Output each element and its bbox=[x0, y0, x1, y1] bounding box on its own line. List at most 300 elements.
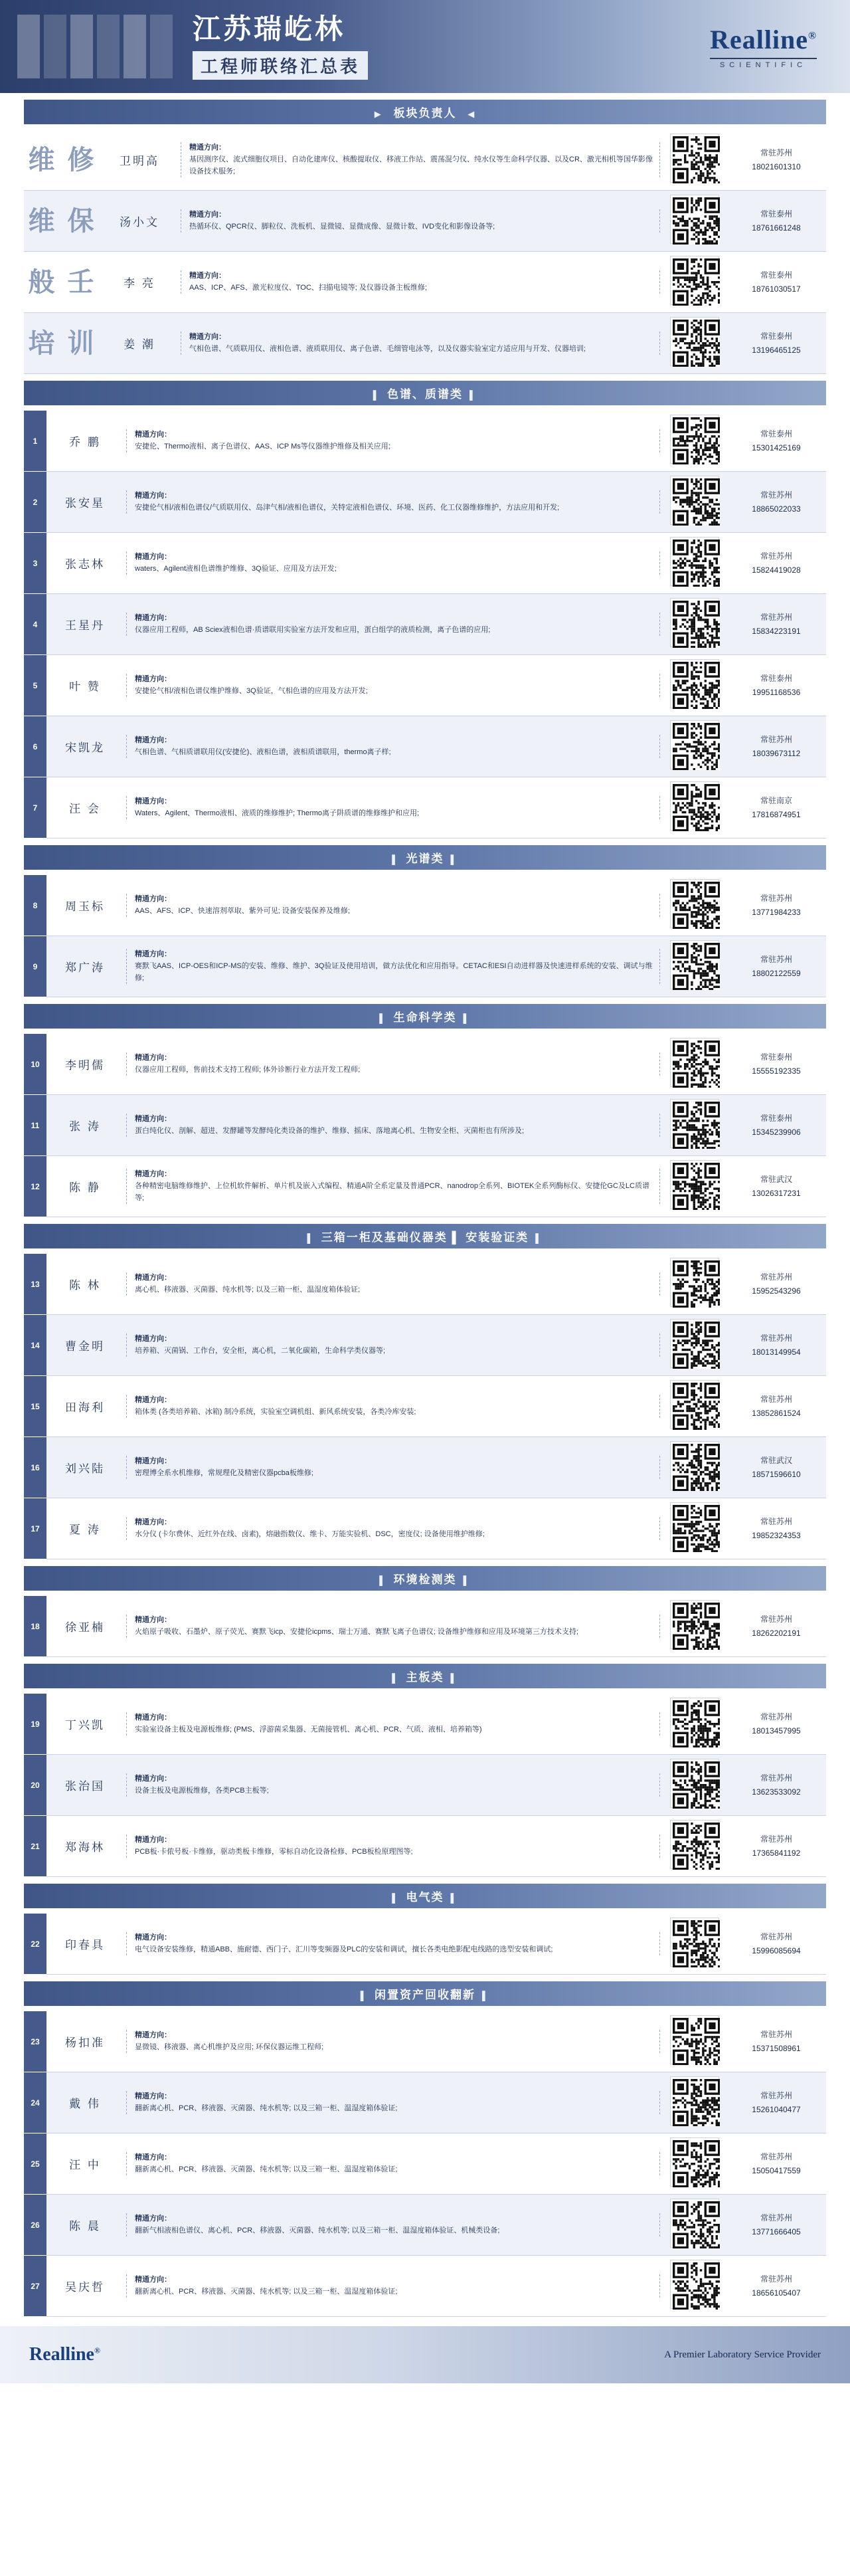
skills-cell bbox=[124, 1694, 663, 1755]
qr-code-icon[interactable] bbox=[670, 1600, 719, 1649]
skills-cell bbox=[178, 313, 663, 374]
qr-code-icon[interactable] bbox=[670, 720, 719, 769]
qr-code-cell[interactable] bbox=[663, 2072, 726, 2133]
skills-label: 精通方向： bbox=[135, 1114, 171, 1123]
location-contact-cell bbox=[726, 777, 826, 839]
phone-number: 18802122559 bbox=[752, 968, 801, 978]
skills-cell bbox=[124, 1596, 663, 1657]
qr-code-icon[interactable] bbox=[670, 1441, 719, 1490]
skills-text: 翻新气相液相色谱仪、离心机、PCR、移液器、灭菌器、纯水机等; 以及三箱一柜、温湿度箱体验证、机械类设备; bbox=[135, 2227, 500, 2234]
table-row bbox=[24, 2133, 826, 2195]
qr-code-cell[interactable] bbox=[663, 472, 726, 533]
qr-code-cell[interactable] bbox=[663, 1254, 726, 1315]
location-text: 常驻泰州 bbox=[760, 332, 792, 342]
left-arrow-icon: ▌ bbox=[379, 1013, 387, 1023]
skills-cell bbox=[124, 655, 663, 716]
table-row bbox=[24, 1315, 826, 1376]
phone-number: 15371508961 bbox=[752, 2043, 801, 2053]
table-row bbox=[24, 1755, 826, 1816]
location-contact-cell bbox=[726, 1095, 826, 1156]
location-contact-cell bbox=[726, 252, 826, 313]
category-word: 维 修 bbox=[28, 145, 97, 175]
engineer-name: 宋凯龙 bbox=[46, 716, 124, 777]
skills-text: 安捷伦气相/液相色谱仪/气质联用仪、岛津气相/液相色谱仪，关特定液相色谱仪、环境、医药、化工仪器维修维护，方法应用和开发; bbox=[135, 504, 560, 512]
table-row bbox=[24, 1376, 826, 1437]
qr-code-icon[interactable] bbox=[670, 1502, 719, 1551]
table-row bbox=[24, 191, 826, 252]
page-header bbox=[0, 0, 850, 93]
location-contact-cell bbox=[726, 1596, 826, 1657]
skills-text: 离心机、移液器、灭菌器、纯水机等; 以及三箱一柜、温湿度箱体验证; bbox=[135, 1286, 361, 1294]
skills-text: 蛋白纯化仪、剖解、超进、发酵罐等发酵纯化类设备的维护、维修、摇床、落地离心机、生物安全柜、灭菌柜也有所涉及; bbox=[135, 1127, 525, 1135]
qr-code-cell[interactable] bbox=[663, 2011, 726, 2072]
engineer-name: 张治国 bbox=[46, 1755, 124, 1816]
category-word: 般 壬 bbox=[28, 267, 97, 297]
skills-cell bbox=[124, 1254, 663, 1315]
right-arrow-icon: ▌ bbox=[535, 1233, 543, 1243]
section-header bbox=[24, 1224, 826, 1248]
row-index: 21 bbox=[24, 1816, 46, 1877]
engineer-name: 夏 涛 bbox=[46, 1498, 124, 1559]
location-text: 常驻苏州 bbox=[760, 1834, 792, 1844]
phone-number: 18021601310 bbox=[752, 161, 801, 171]
skills-label: 精通方向： bbox=[135, 736, 171, 744]
qr-code-icon[interactable] bbox=[670, 2199, 719, 2248]
engineer-name: 杨扣准 bbox=[46, 2011, 124, 2072]
qr-code-cell[interactable] bbox=[663, 655, 726, 716]
skills-cell bbox=[124, 533, 663, 594]
location-text: 常驻苏州 bbox=[760, 1272, 792, 1282]
qr-code-cell[interactable] bbox=[663, 1437, 726, 1498]
phone-number: 15834223191 bbox=[752, 626, 801, 636]
table-row bbox=[24, 472, 826, 533]
location-contact-cell bbox=[726, 130, 826, 191]
engineers-table bbox=[24, 1596, 826, 1657]
phone-number: 18262202191 bbox=[752, 1628, 801, 1638]
qr-code-cell[interactable] bbox=[663, 1315, 726, 1376]
qr-code-icon[interactable] bbox=[670, 2260, 719, 2309]
skills-text: 培养箱、灭菌锅、工作台，安全柜，离心机，二氧化碳箱，生命科学类仪器等; bbox=[135, 1347, 386, 1355]
right-arrow-icon: ▌ bbox=[463, 1013, 471, 1023]
qr-code-cell[interactable] bbox=[663, 1156, 726, 1217]
table-row bbox=[24, 1596, 826, 1657]
phone-number: 15301425169 bbox=[752, 443, 801, 452]
skills-label: 精通方向： bbox=[189, 144, 226, 152]
table-row bbox=[24, 594, 826, 655]
location-contact-cell bbox=[726, 2195, 826, 2256]
phone-number: 13196465125 bbox=[752, 345, 801, 355]
location-contact-cell bbox=[726, 472, 826, 533]
location-text: 常驻苏州 bbox=[760, 1334, 792, 1343]
qr-code-icon[interactable] bbox=[670, 2076, 719, 2126]
row-index: 10 bbox=[24, 1034, 46, 1095]
engineer-name: 汪 会 bbox=[46, 777, 124, 839]
skills-text: 电气设备安装维修，精通ABB、施耐德、西门子、汇川等变频器及PLC的安装和调试，擅长各类电绝影配电线路的选型安装和调试; bbox=[135, 1945, 553, 1953]
location-contact-cell bbox=[726, 1914, 826, 1975]
qr-code-icon[interactable] bbox=[670, 1380, 719, 1429]
skills-label: 精通方向： bbox=[135, 1170, 171, 1179]
engineer-name: 张安星 bbox=[46, 472, 124, 533]
location-text: 常驻泰州 bbox=[760, 429, 792, 439]
qr-code-icon[interactable] bbox=[670, 781, 719, 831]
engineer-name: 李 亮 bbox=[101, 252, 178, 313]
skills-cell bbox=[124, 594, 663, 655]
skills-text: 各种精密电脑维修维护、上位机软件解析、单片机及嵌入式编程、精通A阶全系定量及普通PCR、nanodrop全系列、BIOTEK全系列酶标仪、安捷伦GC及LC质谱等; bbox=[135, 1182, 649, 1202]
skills-label: 精通方向： bbox=[135, 613, 171, 622]
skills-text: 热循环仪、QPCR仪、脚粒仪、洗板机、显微镜、显微成像、显微计数、IVD变化和影像设备等; bbox=[189, 223, 495, 231]
skills-label: 精通方向： bbox=[135, 1615, 171, 1624]
skills-label: 精通方向： bbox=[135, 491, 171, 500]
qr-code-icon[interactable] bbox=[670, 1759, 719, 1808]
logo-subtitle: SCIENTIFIC bbox=[719, 61, 808, 69]
left-arrow-icon: ▌ bbox=[307, 1233, 315, 1243]
location-contact-cell bbox=[726, 1254, 826, 1315]
qr-code-icon[interactable] bbox=[670, 1038, 719, 1087]
right-arrow-icon: ▌ bbox=[482, 1991, 490, 2001]
row-index: 13 bbox=[24, 1254, 46, 1315]
table-row bbox=[24, 1034, 826, 1095]
location-text: 常驻苏州 bbox=[760, 1773, 792, 1783]
table-row bbox=[24, 411, 826, 472]
qr-code-icon[interactable] bbox=[670, 256, 719, 305]
skills-label: 精通方向： bbox=[135, 2031, 171, 2039]
skills-label: 精通方向： bbox=[135, 674, 171, 683]
skills-text: 安捷伦、Thermo液相、离子色谱仪、AAS、ICP Ms等仪器维护维修及相关应用; bbox=[135, 443, 390, 450]
row-index: 17 bbox=[24, 1498, 46, 1559]
skills-cell bbox=[124, 2133, 663, 2195]
engineer-name: 汤小文 bbox=[101, 191, 178, 252]
phone-number: 15824419028 bbox=[752, 565, 801, 575]
page-footer bbox=[0, 2326, 850, 2383]
location-contact-cell bbox=[726, 1034, 826, 1095]
logo-brand-text: Realline bbox=[710, 25, 809, 54]
skills-cell bbox=[124, 2195, 663, 2256]
header-decoration bbox=[0, 15, 173, 78]
left-arrow-icon: ▌ bbox=[392, 854, 400, 864]
location-contact-cell bbox=[726, 2133, 826, 2195]
skills-text: waters、Agilent液相色谱维护维修、3Q验证、应用及方法开发; bbox=[135, 565, 337, 573]
footer-brand-text: Realline bbox=[29, 2344, 94, 2365]
qr-code-icon[interactable] bbox=[670, 537, 719, 586]
location-contact-cell bbox=[726, 2256, 826, 2317]
qr-code-cell[interactable] bbox=[663, 130, 726, 191]
qr-code-cell[interactable] bbox=[663, 1914, 726, 1975]
engineer-name: 陈 林 bbox=[46, 1254, 124, 1315]
qr-code-icon[interactable] bbox=[670, 1160, 719, 1209]
row-index: 16 bbox=[24, 1437, 46, 1498]
skills-label: 精通方向： bbox=[189, 271, 226, 280]
skills-cell bbox=[124, 2072, 663, 2133]
location-text: 常驻苏州 bbox=[760, 613, 792, 623]
engineers-table bbox=[24, 1254, 826, 1559]
skills-label: 精通方向： bbox=[135, 1395, 171, 1404]
engineer-name: 吴庆哲 bbox=[46, 2256, 124, 2317]
table-row bbox=[24, 2011, 826, 2072]
location-contact-cell bbox=[726, 716, 826, 777]
location-text: 常驻苏州 bbox=[760, 1395, 792, 1405]
qr-code-icon[interactable] bbox=[670, 1698, 719, 1747]
skills-text: 仪器应用工程师，AB Sciex液相色谱·质谱联用实验室方法开发和应用，蛋白组学的液质检测，离子色谱的应用; bbox=[135, 626, 491, 634]
skills-cell bbox=[124, 2256, 663, 2317]
category-word-cell bbox=[24, 252, 101, 313]
qr-code-cell[interactable] bbox=[663, 1376, 726, 1437]
row-index: 22 bbox=[24, 1914, 46, 1975]
footer-logo bbox=[29, 2344, 100, 2365]
title-line-1: 江苏瑞屹林 bbox=[193, 13, 346, 45]
left-arrow-icon: ▌ bbox=[392, 1673, 400, 1683]
qr-code-icon[interactable] bbox=[670, 1258, 719, 1307]
table-row bbox=[24, 875, 826, 936]
section-header bbox=[24, 1004, 826, 1029]
qr-code-icon[interactable] bbox=[670, 659, 719, 708]
engineer-name: 郑广涛 bbox=[46, 936, 124, 997]
skills-text: 箱体类 (各类培养箱、冰箱) 制冷系统，实验室空调机组、新风系统安装，各类冷库安装; bbox=[135, 1408, 416, 1416]
location-text: 常驻南京 bbox=[760, 796, 792, 806]
location-text: 常驻苏州 bbox=[760, 490, 792, 500]
skills-text: 基因测序仪、流式细胞仪项目、自动化建库仪、核酸提取仪、移液工作站、震荡混匀仪、纯水仪等生命科学仪器、以及CR、激光相机等国华影像设备技术服务; bbox=[189, 155, 653, 175]
qr-code-cell[interactable] bbox=[663, 1498, 726, 1559]
row-index: 18 bbox=[24, 1596, 46, 1657]
phone-number: 17365841192 bbox=[752, 1848, 801, 1858]
location-contact-cell bbox=[726, 1315, 826, 1376]
engineer-name: 王星丹 bbox=[46, 594, 124, 655]
qr-code-cell[interactable] bbox=[663, 1816, 726, 1877]
row-index: 11 bbox=[24, 1095, 46, 1156]
qr-code-cell[interactable] bbox=[663, 411, 726, 472]
location-text: 常驻苏州 bbox=[760, 1615, 792, 1625]
section-header bbox=[24, 381, 826, 405]
company-logo bbox=[710, 24, 850, 69]
qr-code-icon[interactable] bbox=[670, 415, 719, 464]
location-contact-cell bbox=[726, 313, 826, 374]
category-word-cell bbox=[24, 191, 101, 252]
engineer-name: 张 涛 bbox=[46, 1095, 124, 1156]
qr-code-icon[interactable] bbox=[670, 879, 719, 928]
row-index: 23 bbox=[24, 2011, 46, 2072]
qr-code-cell[interactable] bbox=[663, 875, 726, 936]
phone-number: 13026317231 bbox=[752, 1188, 801, 1198]
engineer-name: 曹金明 bbox=[46, 1315, 124, 1376]
left-arrow-icon: ▌ bbox=[360, 1991, 368, 2001]
row-index: 8 bbox=[24, 875, 46, 936]
location-contact-cell bbox=[726, 1156, 826, 1217]
title-line-2: 工程师联络汇总表 bbox=[193, 51, 368, 80]
qr-code-cell[interactable] bbox=[663, 2256, 726, 2317]
skills-cell bbox=[178, 191, 663, 252]
qr-code-cell[interactable] bbox=[663, 716, 726, 777]
page-title bbox=[193, 13, 368, 79]
engineer-name: 周玉标 bbox=[46, 875, 124, 936]
skills-text: 火焰原子吸收、石墨炉、原子荧光、赛默飞icp、安捷伦icpms、瑞士万通、赛默飞离子色谱仪; 设备维护维修和应用及环境第三方技术支持; bbox=[135, 1628, 578, 1636]
qr-code-icon[interactable] bbox=[670, 1918, 719, 1967]
engineer-name: 姜 潮 bbox=[101, 313, 178, 374]
table-row bbox=[24, 1498, 826, 1559]
location-text: 常驻苏州 bbox=[760, 894, 792, 904]
skills-text: AAS、AFS、ICP、快速溶剂萃取、紫外可见; 设备安装保养及维修; bbox=[135, 907, 350, 915]
skills-cell bbox=[124, 875, 663, 936]
table-row bbox=[24, 1254, 826, 1315]
location-text: 常驻武汉 bbox=[760, 1175, 792, 1185]
skills-cell bbox=[124, 411, 663, 472]
left-arrow-icon: ▶ bbox=[374, 109, 382, 119]
location-contact-cell bbox=[726, 655, 826, 716]
location-text: 常驻苏州 bbox=[760, 1517, 792, 1527]
table-row bbox=[24, 313, 826, 374]
phone-number: 18013149954 bbox=[752, 1347, 801, 1357]
qr-code-icon[interactable] bbox=[670, 1820, 719, 1869]
skills-label: 精通方向： bbox=[135, 1933, 171, 1941]
qr-code-cell[interactable] bbox=[663, 1694, 726, 1755]
location-contact-cell bbox=[726, 2072, 826, 2133]
qr-code-cell[interactable] bbox=[663, 1755, 726, 1816]
location-contact-cell bbox=[726, 411, 826, 472]
right-arrow-icon: ▌ bbox=[450, 854, 458, 864]
engineers-table bbox=[24, 411, 826, 839]
location-text: 常驻苏州 bbox=[760, 1712, 792, 1722]
skills-label: 精通方向： bbox=[135, 797, 171, 805]
table-row bbox=[24, 1437, 826, 1498]
engineers-table bbox=[24, 1034, 826, 1217]
row-index: 25 bbox=[24, 2133, 46, 2195]
qr-code-icon[interactable] bbox=[670, 1319, 719, 1368]
section-title: 色谱、质谱类 bbox=[387, 388, 463, 401]
qr-code-icon[interactable] bbox=[670, 598, 719, 647]
qr-code-cell[interactable] bbox=[663, 313, 726, 374]
qr-code-cell[interactable] bbox=[663, 2195, 726, 2256]
qr-code-icon[interactable] bbox=[670, 317, 719, 366]
skills-label: 精通方向： bbox=[135, 2214, 171, 2223]
skills-cell bbox=[124, 2011, 663, 2072]
skills-text: 显微镜、移液器、离心机维护及应用; 环保仪器运维工程师; bbox=[135, 2043, 324, 2051]
engineer-name: 刘兴陆 bbox=[46, 1437, 124, 1498]
phone-number: 18013457995 bbox=[752, 1726, 801, 1735]
section-title: 光谱类 bbox=[406, 852, 444, 865]
location-text: 常驻泰州 bbox=[760, 674, 792, 684]
qr-code-icon[interactable] bbox=[670, 2015, 719, 2064]
qr-code-cell[interactable] bbox=[663, 1095, 726, 1156]
row-index: 9 bbox=[24, 936, 46, 997]
row-index: 27 bbox=[24, 2256, 46, 2317]
engineer-name: 田海利 bbox=[46, 1376, 124, 1437]
skills-text: 密理博全系水机维修，常规理化及精密仪器pcba板维修; bbox=[135, 1469, 313, 1477]
skills-label: 精通方向： bbox=[135, 2275, 171, 2284]
qr-code-cell[interactable] bbox=[663, 252, 726, 313]
phone-number: 18039673112 bbox=[752, 748, 801, 758]
qr-code-cell[interactable] bbox=[663, 1596, 726, 1657]
phone-number: 13771666405 bbox=[752, 2227, 801, 2236]
section-header bbox=[24, 845, 826, 870]
skills-text: 水分仪 (卡尔费休、近红外在线、卤素)，熔融指数仪、维卡、万能实验机、DSC，密度仪; 设备使用维护维修; bbox=[135, 1530, 485, 1538]
location-text: 常驻泰州 bbox=[760, 1114, 792, 1124]
phone-number: 13852861524 bbox=[752, 1408, 801, 1418]
location-contact-cell bbox=[726, 2011, 826, 2072]
location-contact-cell bbox=[726, 936, 826, 997]
location-text: 常驻苏州 bbox=[760, 148, 792, 158]
qr-code-cell[interactable] bbox=[663, 936, 726, 997]
qr-code-icon[interactable] bbox=[670, 476, 719, 525]
location-text: 常驻苏州 bbox=[760, 2213, 792, 2223]
row-index: 14 bbox=[24, 1315, 46, 1376]
location-text: 常驻苏州 bbox=[760, 2091, 792, 2101]
skills-cell bbox=[124, 716, 663, 777]
left-arrow-icon: ▌ bbox=[392, 1893, 400, 1903]
skills-cell bbox=[124, 1914, 663, 1975]
right-arrow-icon: ◀ bbox=[468, 109, 476, 119]
skills-label: 精通方向： bbox=[135, 2092, 171, 2100]
qr-code-icon[interactable] bbox=[670, 940, 719, 989]
location-text: 常驻苏州 bbox=[760, 1932, 792, 1942]
phone-number: 15050417559 bbox=[752, 2165, 801, 2175]
skills-label: 精通方向： bbox=[135, 1713, 171, 1722]
location-text: 常驻苏州 bbox=[760, 551, 792, 561]
skills-label: 精通方向： bbox=[135, 1835, 171, 1844]
section-header bbox=[24, 1981, 826, 2006]
location-text: 常驻苏州 bbox=[760, 955, 792, 965]
section-title: 电气类 bbox=[406, 1891, 444, 1904]
row-index: 6 bbox=[24, 716, 46, 777]
table-row bbox=[24, 533, 826, 594]
qr-code-icon[interactable] bbox=[670, 1099, 719, 1148]
row-index: 3 bbox=[24, 533, 46, 594]
engineer-name: 叶 赞 bbox=[46, 655, 124, 716]
qr-code-cell[interactable] bbox=[663, 2133, 726, 2195]
qr-code-cell[interactable] bbox=[663, 1034, 726, 1095]
location-contact-cell bbox=[726, 875, 826, 936]
qr-code-icon[interactable] bbox=[670, 2137, 719, 2187]
table-row bbox=[24, 130, 826, 191]
engineer-name: 李明儒 bbox=[46, 1034, 124, 1095]
engineer-name: 徐亚楠 bbox=[46, 1596, 124, 1657]
skills-label: 精通方向： bbox=[135, 1456, 171, 1465]
skills-label: 精通方向： bbox=[189, 332, 226, 341]
section-header-leaders bbox=[24, 100, 826, 124]
skills-cell bbox=[178, 252, 663, 313]
qr-code-cell[interactable] bbox=[663, 594, 726, 655]
location-text: 常驻苏州 bbox=[760, 2152, 792, 2162]
skills-text: Waters、Agilent、Thermo液相、液质的维修维护; Thermo离子阱质谱的维修维护和应用; bbox=[135, 809, 420, 817]
location-contact-cell bbox=[726, 533, 826, 594]
engineer-name: 丁兴凯 bbox=[46, 1694, 124, 1755]
skills-text: 设备主板及电源板维修，各类PCB主板等; bbox=[135, 1787, 269, 1795]
groups-root bbox=[0, 381, 850, 2317]
phone-number: 18656105407 bbox=[752, 2288, 801, 2298]
section-title: 三箱一柜及基础仪器类 ▌ 安装验证类 bbox=[321, 1231, 529, 1244]
category-word-cell bbox=[24, 313, 101, 374]
left-arrow-icon: ▌ bbox=[373, 390, 381, 400]
location-contact-cell bbox=[726, 1816, 826, 1877]
phone-number: 15996085694 bbox=[752, 1945, 801, 1955]
skills-cell bbox=[124, 1755, 663, 1816]
skills-label: 精通方向： bbox=[135, 894, 171, 903]
engineers-table bbox=[24, 2011, 826, 2317]
skills-cell bbox=[124, 1095, 663, 1156]
qr-code-icon[interactable] bbox=[670, 195, 719, 244]
table-row bbox=[24, 936, 826, 997]
engineer-name: 戴 伟 bbox=[46, 2072, 124, 2133]
skills-cell bbox=[124, 1816, 663, 1877]
qr-code-icon[interactable] bbox=[670, 134, 719, 183]
skills-label: 精通方向： bbox=[135, 430, 171, 439]
engineer-name: 张志林 bbox=[46, 533, 124, 594]
qr-code-cell[interactable] bbox=[663, 191, 726, 252]
phone-number: 19852324353 bbox=[752, 1530, 801, 1540]
qr-code-cell[interactable] bbox=[663, 777, 726, 839]
qr-code-cell[interactable] bbox=[663, 533, 726, 594]
engineers-table bbox=[24, 1694, 826, 1877]
engineer-name: 郑海林 bbox=[46, 1816, 124, 1877]
phone-number: 19951168536 bbox=[752, 687, 801, 697]
footer-slogan: A Premier Laboratory Service Provider bbox=[664, 2349, 821, 2360]
